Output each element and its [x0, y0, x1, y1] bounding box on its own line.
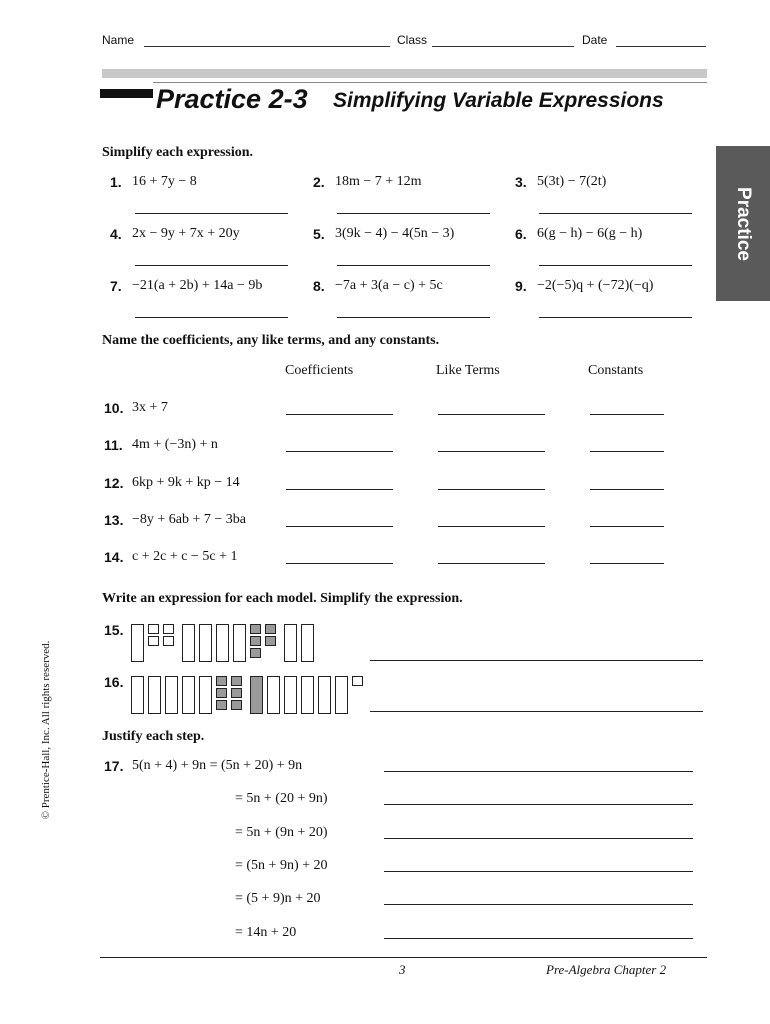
problem-expression: 3x + 7 — [132, 400, 168, 415]
negative-unit-tile — [216, 700, 227, 710]
x-tile — [131, 624, 144, 662]
date-field[interactable] — [616, 46, 706, 47]
like-terms-answer-line[interactable] — [438, 451, 545, 452]
answer-line[interactable] — [135, 265, 288, 266]
page-title: Practice 2-3 — [156, 84, 308, 114]
negative-unit-tile — [216, 688, 227, 698]
problem-number: 17. — [104, 758, 124, 774]
problem-expression: 3(9k − 4) − 4(5n − 3) — [335, 226, 455, 241]
x-tile — [182, 676, 195, 714]
problem-number: 4. — [110, 226, 122, 242]
problem-number: 8. — [313, 278, 325, 294]
problem-expression: c + 2c + c − 5c + 1 — [132, 549, 238, 564]
constants-answer-line[interactable] — [590, 563, 664, 564]
justification-line[interactable] — [384, 871, 693, 872]
footer-rule — [100, 957, 707, 958]
negative-unit-tile — [250, 624, 261, 634]
justification-line[interactable] — [384, 904, 693, 905]
problem-expression: 4m + (−3n) + n — [132, 437, 218, 452]
title-bar — [100, 89, 153, 98]
section3-instruction: Write an expression for each model. Simplify the expression. — [102, 591, 463, 606]
problem-number: 2. — [313, 174, 325, 190]
answer-line[interactable] — [337, 265, 490, 266]
like-terms-answer-line[interactable] — [438, 414, 545, 415]
book-chapter: Pre-Algebra Chapter 2 — [546, 962, 667, 977]
coefficients-answer-line[interactable] — [286, 563, 393, 564]
answer-line[interactable] — [135, 213, 288, 214]
x-tile — [165, 676, 178, 714]
coefficients-answer-line[interactable] — [286, 414, 393, 415]
x-tile — [284, 676, 297, 714]
x-tile — [284, 624, 297, 662]
problem-expression: 6(g − h) − 6(g − h) — [537, 226, 643, 241]
unit-tile — [352, 676, 363, 686]
negative-unit-tile — [250, 648, 261, 658]
problem-number: 16. — [104, 674, 124, 690]
model-answer-line[interactable] — [370, 660, 703, 661]
justification-line[interactable] — [384, 804, 693, 805]
problem-expression: 6kp + 9k + kp − 14 — [132, 475, 240, 490]
justification-line[interactable] — [384, 938, 693, 939]
x-tile — [199, 624, 212, 662]
problem-expression: −7a + 3(a − c) + 5c — [335, 278, 443, 293]
step-expression: = (5n + 9n) + 20 — [235, 858, 328, 873]
section1-instruction: Simplify each expression. — [102, 145, 254, 160]
constants-answer-line[interactable] — [590, 451, 664, 452]
like-terms-answer-line[interactable] — [438, 526, 545, 527]
step-expression: = 14n + 20 — [235, 925, 297, 940]
step-expression: = (5 + 9)n + 20 — [235, 891, 321, 906]
copyright-notice: © Prentice-Hall, Inc. All rights reserved. — [40, 640, 52, 820]
unit-tile — [148, 624, 159, 634]
model-answer-line[interactable] — [370, 711, 703, 712]
answer-line[interactable] — [337, 213, 490, 214]
negative-unit-tile — [231, 676, 242, 686]
answer-line[interactable] — [539, 213, 692, 214]
unit-tile — [163, 624, 174, 634]
practice-side-tab — [716, 146, 770, 301]
problem-number: 11. — [104, 437, 123, 453]
negative-unit-tile — [216, 676, 227, 686]
class-label: Class — [397, 33, 428, 47]
x-tile — [233, 624, 246, 662]
problem-number: 14. — [104, 549, 124, 565]
x-tile — [335, 676, 348, 714]
section4-instruction: Justify each step. — [102, 729, 205, 744]
x-tile — [216, 624, 229, 662]
class-field[interactable] — [432, 46, 574, 47]
x-tile — [131, 676, 144, 714]
problem-expression: −21(a + 2b) + 14a − 9b — [132, 278, 263, 293]
problem-expression: −8y + 6ab + 7 − 3ba — [132, 512, 247, 527]
problem-number: 3. — [515, 174, 527, 190]
negative-unit-tile — [265, 624, 276, 634]
unit-tile — [163, 636, 174, 646]
date-label: Date — [582, 33, 608, 47]
negative-unit-tile — [231, 688, 242, 698]
column-coefficients: Coefficients — [285, 363, 354, 378]
problem-number: 7. — [110, 278, 122, 294]
negative-unit-tile — [265, 636, 276, 646]
constants-answer-line[interactable] — [590, 414, 664, 415]
step-expression: = 5n + (20 + 9n) — [235, 791, 328, 806]
answer-line[interactable] — [539, 317, 692, 318]
negative-x-tile — [250, 676, 263, 714]
x-tile — [267, 676, 280, 714]
name-label: Name — [102, 33, 135, 47]
problem-number: 9. — [515, 278, 527, 294]
section2-instruction: Name the coefficients, any like terms, and any constants. — [102, 333, 440, 348]
problem-number: 13. — [104, 512, 124, 528]
column-like-terms: Like Terms — [436, 363, 500, 378]
negative-unit-tile — [231, 700, 242, 710]
problem-expression: −2(−5)q + (−72)(−q) — [537, 278, 654, 293]
justification-line[interactable] — [384, 771, 693, 772]
x-tile — [199, 676, 212, 714]
coefficients-answer-line[interactable] — [286, 451, 393, 452]
problem-expression: 2x − 9y + 7x + 20y — [132, 226, 240, 241]
answer-line[interactable] — [135, 317, 288, 318]
problem-number: 1. — [110, 174, 122, 190]
problem-number: 10. — [104, 400, 124, 416]
answer-line[interactable] — [337, 317, 490, 318]
coefficients-answer-line[interactable] — [286, 526, 393, 527]
x-tile — [318, 676, 331, 714]
answer-line[interactable] — [539, 265, 692, 266]
header-band — [102, 69, 707, 78]
side-tab-label: Practice — [733, 186, 754, 261]
title-rule — [153, 82, 707, 83]
x-tile — [182, 624, 195, 662]
justification-line[interactable] — [384, 838, 693, 839]
step-expression: = 5n + (9n + 20) — [235, 825, 328, 840]
name-field[interactable] — [144, 46, 390, 47]
problem-number: 6. — [515, 226, 527, 242]
problem-expression: 16 + 7y − 8 — [132, 174, 197, 189]
constants-answer-line[interactable] — [590, 489, 664, 490]
page-number: 3 — [399, 962, 406, 977]
problem-number: 15. — [104, 622, 124, 638]
like-terms-answer-line[interactable] — [438, 489, 545, 490]
problem-expression: 5(3t) − 7(2t) — [537, 174, 607, 189]
problem-expression: 18m − 7 + 12m — [335, 174, 422, 189]
x-tile — [148, 676, 161, 714]
step-expression: 5(n + 4) + 9n = (5n + 20) + 9n — [132, 758, 303, 773]
x-tile — [301, 624, 314, 662]
negative-unit-tile — [250, 636, 261, 646]
unit-tile — [148, 636, 159, 646]
x-tile — [301, 676, 314, 714]
like-terms-answer-line[interactable] — [438, 563, 545, 564]
page-subtitle: Simplifying Variable Expressions — [333, 89, 664, 112]
problem-number: 5. — [313, 226, 325, 242]
column-constants: Constants — [588, 363, 644, 378]
constants-answer-line[interactable] — [590, 526, 664, 527]
coefficients-answer-line[interactable] — [286, 489, 393, 490]
problem-number: 12. — [104, 475, 124, 491]
